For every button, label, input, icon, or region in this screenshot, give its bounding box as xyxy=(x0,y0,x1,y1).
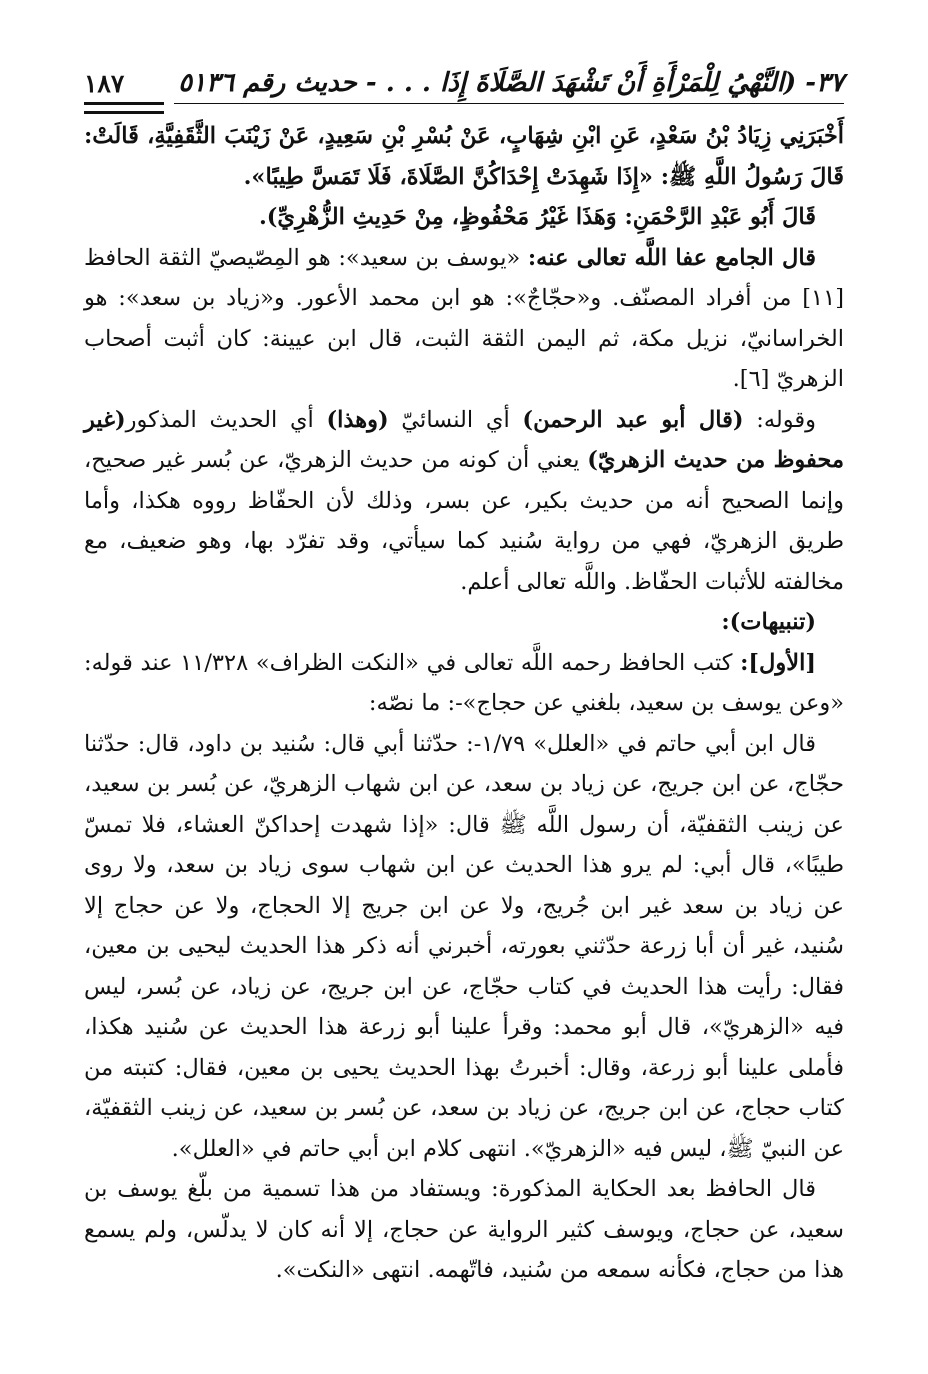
explanation-text-3: يعني أن كونه من حديث الزهريّ، عن بُسر غير صحيح، وإنما الصحيح أنه من حديث بكير، عن بسر، وذلك لأن الحفّاظ رووه هكذا، وأما طريق الزهريّ، فهي من رواية سُنيد كما سيأتي، وقد تفرّد بها، وهو ضعيف، مع مخالفته للأثبات الحفّاظ. واللَّه تعالى أعلم. xyxy=(84,447,844,595)
quote-wahadha: (وهذا) xyxy=(326,406,389,433)
narrators-text: «يوسف بن سعيد»: هو المِصّيصيّ الثقة الحافظ [١١] من أفراد المصنّف. و«حجّاجٌ»: هو ابن محمد الأعور. و«زياد بن سعد»: هو الخراسانيّ، نزيل مكة، ثم اليمن الثقة الثبت، قال ابن عيينة: كان أثبت أصحاب الزهريّ [٦]. xyxy=(84,244,844,392)
quote-abu-abdurrahman: (قال أبو عبد الرحمن) xyxy=(522,406,744,433)
header-rule-thin xyxy=(174,103,844,104)
narrators-paragraph xyxy=(84,238,844,400)
first-note-label: [الأول]: xyxy=(740,649,816,676)
explanation-text-2: أي الحديث المذكور xyxy=(125,406,327,433)
compiler-heading: قال الجامع عفا اللَّه تعالى عنه: xyxy=(527,244,816,271)
notes-heading: (تنبيهات): xyxy=(721,609,816,635)
page-number: ١٨٧ xyxy=(84,69,125,98)
running-header xyxy=(84,58,844,98)
chapter-title: ٣٧- (النَّهْيُ لِلْمَرْأَةِ أَنْ تَشْهَدَ الصَّلَاةَ إِذَا . . . - حديث رقم ٥١٣٦ xyxy=(178,68,844,98)
first-note-text: كتب الحافظ رحمه اللَّه تعالى في «النكت الظراف» ١١/٣٢٨ عند قوله: «وعن يوسف بن سعيد، بلغني عن حجاج»-: ما نصّه: xyxy=(84,649,844,716)
hafiz-comment-paragraph: قال الحافظ بعد الحكاية المذكورة: ويستفاد من هذا تسمية من بلّغ يوسف بن سعيد، عن حجاج، ويوسف كثير الرواية عن حجاج، إلا أنه كان لا يدلّس، ولم يسمع هذا من حجاج، فكأنه سمعه من سُنيد، فاتّهمه. انتهى «النكت». xyxy=(84,1176,844,1283)
nasai-comment: قَالَ أَبُو عَبْدِ الرَّحْمَنِ: وَهَذَا غَيْرُ مَحْفُوظٍ، مِنْ حَدِيثِ الزُّهْرِيِّ). xyxy=(258,204,816,230)
header-rule xyxy=(84,102,844,116)
explanation-text-1: أي النسائيّ xyxy=(388,406,523,433)
hadith-text: أَخْبَرَنِي زِيَادُ بْنُ سَعْدٍ، عَنِ ابْنِ شِهَابٍ، عَنْ بُسْرِ بْنِ سَعِيدٍ، عَنْ زَيْنَبَ الثَّقَفِيَّةِ، قَالَتْ: قَالَ رَسُولُ اللَّهِ ﷺ: «إِذَا شَهِدَتْ إِحْدَاكُنَّ الصَّلَاةَ، فَلَا تَمَسَّ طِيبًا». xyxy=(84,123,844,190)
page-body xyxy=(84,116,844,1291)
quote-ghair-mahfuz: (غير محفوظ من حديث الزهريّ) xyxy=(84,406,844,473)
explanation-paragraph xyxy=(84,400,844,603)
first-note xyxy=(84,643,844,724)
explanation-intro: وقوله: xyxy=(743,406,816,433)
header-rule-double xyxy=(84,102,164,114)
ilal-quote-paragraph: قال ابن أبي حاتم في «العلل» ١/٧٩-: حدّثنا أبي قال: سُنيد بن داود، قال: حدّثنا حجّاج، عن ابن جريج، عن زياد بن سعد، عن ابن شهاب الزهريّ، عن بُسر بن سعيد، عن زينب الثقفيّة، أن رسول اللَّه ﷺ قال: «إذا شهدت إحداكنّ العشاء، فلا تمسّ طيبًا»، قال أبي: لم يرو هذا الحديث عن ابن شهاب سوى زياد بن سعد، ولا روى عن زياد بن سعد غير ابن جُريج، ولا عن ابن جريج إلا الحجاج، ولا عن حجاج إلا سُنيد، غير أن أبا زرعة حدّثني بعورته، أخبرني أنه ذكر هذا الحديث ليحيى بن معين، فقال: رأيت هذا الحديث في كتاب حجّاج، عن ابن جريج، عن زياد، عن بُسر، ليس فيه «الزهريّ»، قال أبو محمد: وقرأ علينا أبو زرعة هذا الحديث عن سُنيد هكذا، فأملى علينا أبو زرعة، وقال: أخبرتُ بهذا الحديث يحيى بن معين، فقال: كتبته من كتاب حجاج، عن ابن جريج، عن زياد بن سعد، عن بُسر بن سعيد، عن زينب الثقفيّة، عن النبيّ ﷺ، ليس فيه «الزهريّ». انتهى كلام ابن أبي حاتم في «العلل». xyxy=(84,730,844,1162)
